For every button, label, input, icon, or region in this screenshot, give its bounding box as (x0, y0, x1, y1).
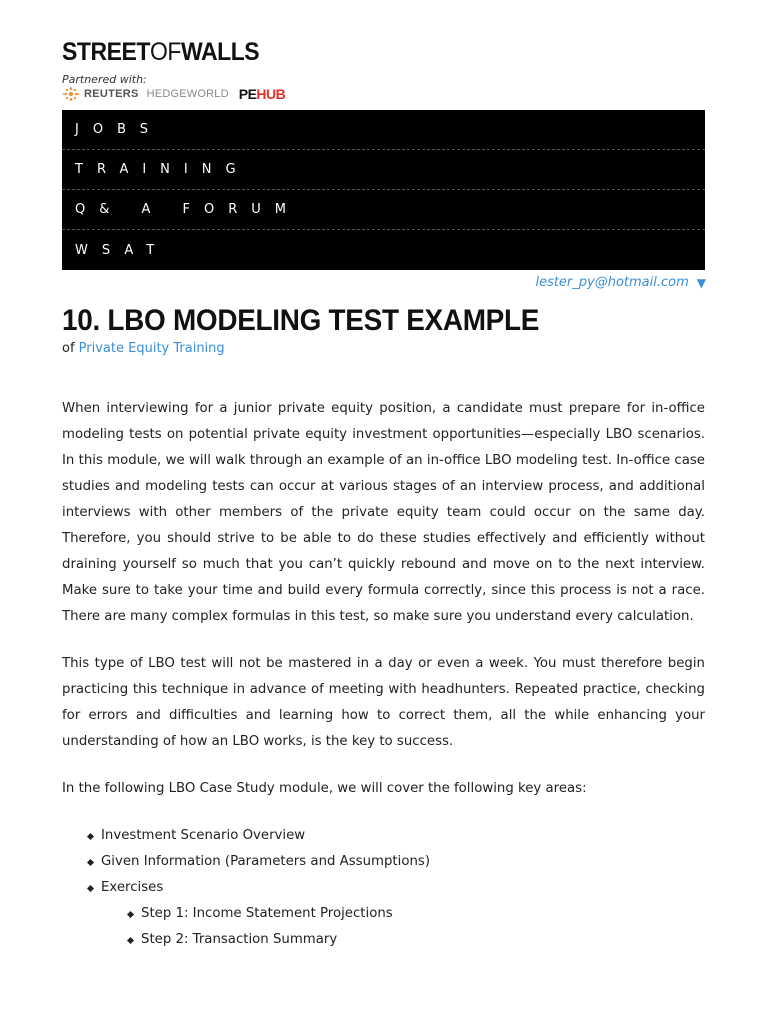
pehub-hub: HUB (256, 86, 286, 102)
reuters-logo-icon (62, 86, 80, 102)
caret-down-icon[interactable]: ▼ (696, 275, 706, 290)
nav-item-qa-forum[interactable]: Q& A FORUM (62, 190, 705, 230)
user-email[interactable]: lester_py@hotmail.com (535, 275, 689, 290)
nav-item-training[interactable]: TRAINING (62, 150, 705, 190)
hedgeworld-logo: HEDGEWORLD (146, 88, 229, 100)
user-account-menu[interactable] (535, 275, 706, 290)
course-link[interactable]: Private Equity Training (78, 341, 225, 356)
logo-of: OF (149, 38, 181, 66)
exercise-steps-list (62, 901, 705, 953)
site-logo[interactable] (62, 38, 259, 67)
article-body (62, 396, 705, 953)
logo-street: STREET (62, 38, 150, 66)
partnered-label: Partnered with: (62, 73, 147, 86)
nav-item-wsat[interactable]: WSAT (75, 242, 169, 258)
list-item: Exercises (62, 875, 705, 901)
list-item: Investment Scenario Overview (62, 823, 705, 849)
paragraph-intro: When interviewing for a junior private equity position, a candidate must prepare for in-office modeling tests on potential private equity investment opportunities—especially LBO scenarios. In this module, we will walk through an example of an in-office LBO modeling test. In-office case studies and modeling tests can occur at various stages of an interview process, and additional interviews with other members of the private equity team could occur on the same day. Therefore, you should strive to be able to do these studies effectively and efficiently without draining yourself so much that you can’t quickly rebound and move on to the next interview. Make sure to take your time and build every formula correctly, since this process is not a race. There are many complex formulas in this test, so make sure you understand every calculation. (62, 401, 705, 624)
reuters-logo-text: REUTERS (84, 88, 139, 100)
pehub-logo (239, 86, 286, 102)
page-title: 10. LBO MODELING TEST EXAMPLE (62, 304, 540, 337)
nav-item-jobs[interactable]: JOBS (62, 110, 705, 150)
main-nav (62, 110, 705, 270)
list-item: Step 2: Transaction Summary (62, 927, 705, 953)
logo-walls: WALLS (180, 38, 260, 66)
list-item: Given Information (Parameters and Assumptions) (62, 849, 705, 875)
key-areas-list (62, 823, 705, 901)
paragraph-practice: This type of LBO test will not be mastered in a day or even a week. You must therefore begin practicing this technique in advance of meeting with headhunters. Repeated practice, checking for errors and difficulties and learning how to correct them, all the while enhancing your understanding of how an LBO works, is the key to success. (62, 656, 705, 749)
pehub-pe: PE (238, 86, 257, 102)
partner-logos (62, 86, 285, 102)
paragraph-key-areas: In the following LBO Case Study module, we will cover the following key areas: (62, 781, 587, 796)
byline (62, 341, 225, 356)
byline-prefix: of (62, 341, 75, 356)
list-item: Step 1: Income Statement Projections (62, 901, 705, 927)
